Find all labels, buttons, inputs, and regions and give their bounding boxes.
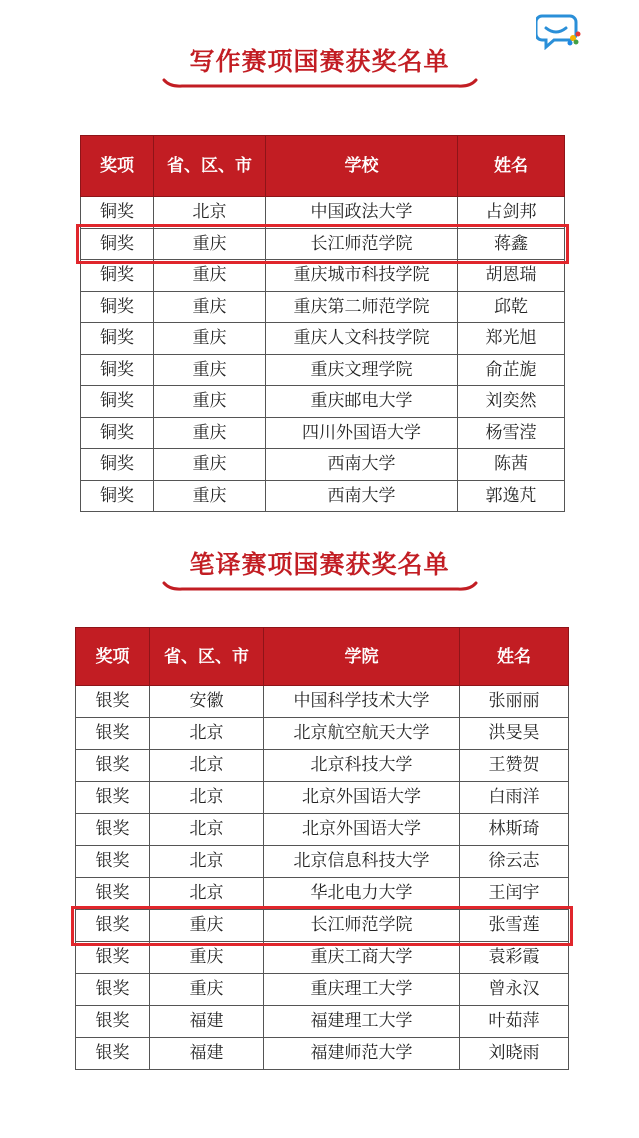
table-header-row <box>81 136 565 197</box>
name-cell: 白雨洋 <box>460 782 569 814</box>
award-cell: 银奖 <box>76 1006 150 1038</box>
name-cell: 占剑邦 <box>458 197 565 229</box>
region-cell: 重庆 <box>154 449 266 481</box>
name-cell: 张雪莲 <box>460 910 569 942</box>
award-cell: 铜奖 <box>81 480 154 512</box>
writing-section-title: 写作赛项国赛获奖名单 <box>189 47 450 76</box>
highlight-box-writing <box>76 224 569 264</box>
heading-underline-decoration <box>162 581 478 591</box>
region-cell: 重庆 <box>154 323 266 355</box>
school-cell: 重庆城市科技学院 <box>266 260 458 292</box>
region-cell: 重庆 <box>154 228 266 260</box>
header-name: 姓名 <box>458 136 565 197</box>
name-cell: 杨雪滢 <box>458 417 565 449</box>
award-cell: 银奖 <box>76 942 150 974</box>
table-row <box>81 323 565 355</box>
region-cell: 北京 <box>150 782 264 814</box>
school-cell: 重庆第二师范学院 <box>266 291 458 323</box>
table-row <box>81 417 565 449</box>
table-row <box>76 686 569 718</box>
award-cell: 铜奖 <box>81 386 154 418</box>
header-school: 学校 <box>266 136 458 197</box>
school-cell: 福建师范大学 <box>264 1038 460 1070</box>
award-cell: 铜奖 <box>81 291 154 323</box>
table-row <box>76 718 569 750</box>
table-row <box>76 942 569 974</box>
table-row <box>76 814 569 846</box>
region-cell: 重庆 <box>154 386 266 418</box>
name-cell: 蒋鑫 <box>458 228 565 260</box>
region-cell: 福建 <box>150 1006 264 1038</box>
region-cell: 重庆 <box>150 974 264 1006</box>
header-region: 省、区、市 <box>154 136 266 197</box>
school-cell: 中国科学技术大学 <box>264 686 460 718</box>
region-cell: 福建 <box>150 1038 264 1070</box>
name-cell: 徐云志 <box>460 846 569 878</box>
table-row <box>76 1006 569 1038</box>
table-row <box>76 846 569 878</box>
table-row <box>76 750 569 782</box>
school-cell: 重庆邮电大学 <box>266 386 458 418</box>
name-cell: 郑光旭 <box>458 323 565 355</box>
translation-award-table <box>75 627 569 1070</box>
school-cell: 西南大学 <box>266 449 458 481</box>
name-cell: 俞芷旎 <box>458 354 565 386</box>
name-cell: 刘晓雨 <box>460 1038 569 1070</box>
school-cell: 华北电力大学 <box>264 878 460 910</box>
award-cell: 铜奖 <box>81 323 154 355</box>
school-cell: 北京航空航天大学 <box>264 718 460 750</box>
region-cell: 重庆 <box>154 480 266 512</box>
translation-section-title: 笔译赛项国赛获奖名单 <box>189 550 450 579</box>
school-cell: 重庆人文科技学院 <box>266 323 458 355</box>
school-cell: 重庆理工大学 <box>264 974 460 1006</box>
award-cell: 银奖 <box>76 846 150 878</box>
school-cell: 长江师范学院 <box>264 910 460 942</box>
school-cell: 北京外国语大学 <box>264 814 460 846</box>
award-cell: 银奖 <box>76 878 150 910</box>
name-cell: 刘奕然 <box>458 386 565 418</box>
award-cell: 银奖 <box>76 686 150 718</box>
name-cell: 王赞贺 <box>460 750 569 782</box>
region-cell: 北京 <box>150 814 264 846</box>
award-cell: 银奖 <box>76 814 150 846</box>
region-cell: 北京 <box>150 718 264 750</box>
table-row <box>76 782 569 814</box>
school-cell: 福建理工大学 <box>264 1006 460 1038</box>
award-cell: 铜奖 <box>81 417 154 449</box>
school-cell: 北京信息科技大学 <box>264 846 460 878</box>
table-row <box>81 291 565 323</box>
school-cell: 北京科技大学 <box>264 750 460 782</box>
award-cell: 银奖 <box>76 1038 150 1070</box>
award-cell: 银奖 <box>76 718 150 750</box>
region-cell: 安徽 <box>150 686 264 718</box>
name-cell: 张丽丽 <box>460 686 569 718</box>
name-cell: 曾永汉 <box>460 974 569 1006</box>
award-cell: 银奖 <box>76 910 150 942</box>
table-row <box>81 480 565 512</box>
award-cell: 铜奖 <box>81 260 154 292</box>
name-cell: 袁彩霞 <box>460 942 569 974</box>
region-cell: 重庆 <box>154 260 266 292</box>
award-cell: 银奖 <box>76 750 150 782</box>
name-cell: 王闰宇 <box>460 878 569 910</box>
name-cell: 陈茜 <box>458 449 565 481</box>
table-row <box>81 260 565 292</box>
header-award: 奖项 <box>76 628 150 686</box>
school-cell: 重庆文理学院 <box>266 354 458 386</box>
header-name: 姓名 <box>460 628 569 686</box>
school-cell: 北京外国语大学 <box>264 782 460 814</box>
table-row <box>76 974 569 1006</box>
highlight-box-translation <box>71 906 573 946</box>
table-row <box>81 449 565 481</box>
writing-section-heading <box>0 42 639 78</box>
table-row <box>76 1038 569 1070</box>
heading-underline-decoration <box>162 78 478 88</box>
region-cell: 重庆 <box>154 291 266 323</box>
name-cell: 林斯琦 <box>460 814 569 846</box>
name-cell: 洪旻昊 <box>460 718 569 750</box>
name-cell: 胡恩瑞 <box>458 260 565 292</box>
header-region: 省、区、市 <box>150 628 264 686</box>
award-cell: 铜奖 <box>81 197 154 229</box>
table-row <box>81 386 565 418</box>
region-cell: 重庆 <box>150 942 264 974</box>
table-row <box>81 354 565 386</box>
region-cell: 重庆 <box>154 354 266 386</box>
school-cell: 长江师范学院 <box>266 228 458 260</box>
school-cell: 中国政法大学 <box>266 197 458 229</box>
school-cell: 西南大学 <box>266 480 458 512</box>
award-cell: 铜奖 <box>81 354 154 386</box>
region-cell: 北京 <box>150 750 264 782</box>
region-cell: 北京 <box>150 846 264 878</box>
table-header-row <box>76 628 569 686</box>
region-cell: 重庆 <box>154 417 266 449</box>
school-cell: 重庆工商大学 <box>264 942 460 974</box>
school-cell: 四川外国语大学 <box>266 417 458 449</box>
award-cell: 铜奖 <box>81 228 154 260</box>
header-school: 学院 <box>264 628 460 686</box>
translation-section-heading <box>0 545 639 581</box>
award-cell: 铜奖 <box>81 449 154 481</box>
name-cell: 叶茹萍 <box>460 1006 569 1038</box>
region-cell: 北京 <box>154 197 266 229</box>
award-cell: 银奖 <box>76 974 150 1006</box>
header-award: 奖项 <box>81 136 154 197</box>
region-cell: 北京 <box>150 878 264 910</box>
writing-award-table <box>80 135 565 512</box>
region-cell: 重庆 <box>150 910 264 942</box>
award-cell: 银奖 <box>76 782 150 814</box>
name-cell: 邱乾 <box>458 291 565 323</box>
name-cell: 郭逸芃 <box>458 480 565 512</box>
